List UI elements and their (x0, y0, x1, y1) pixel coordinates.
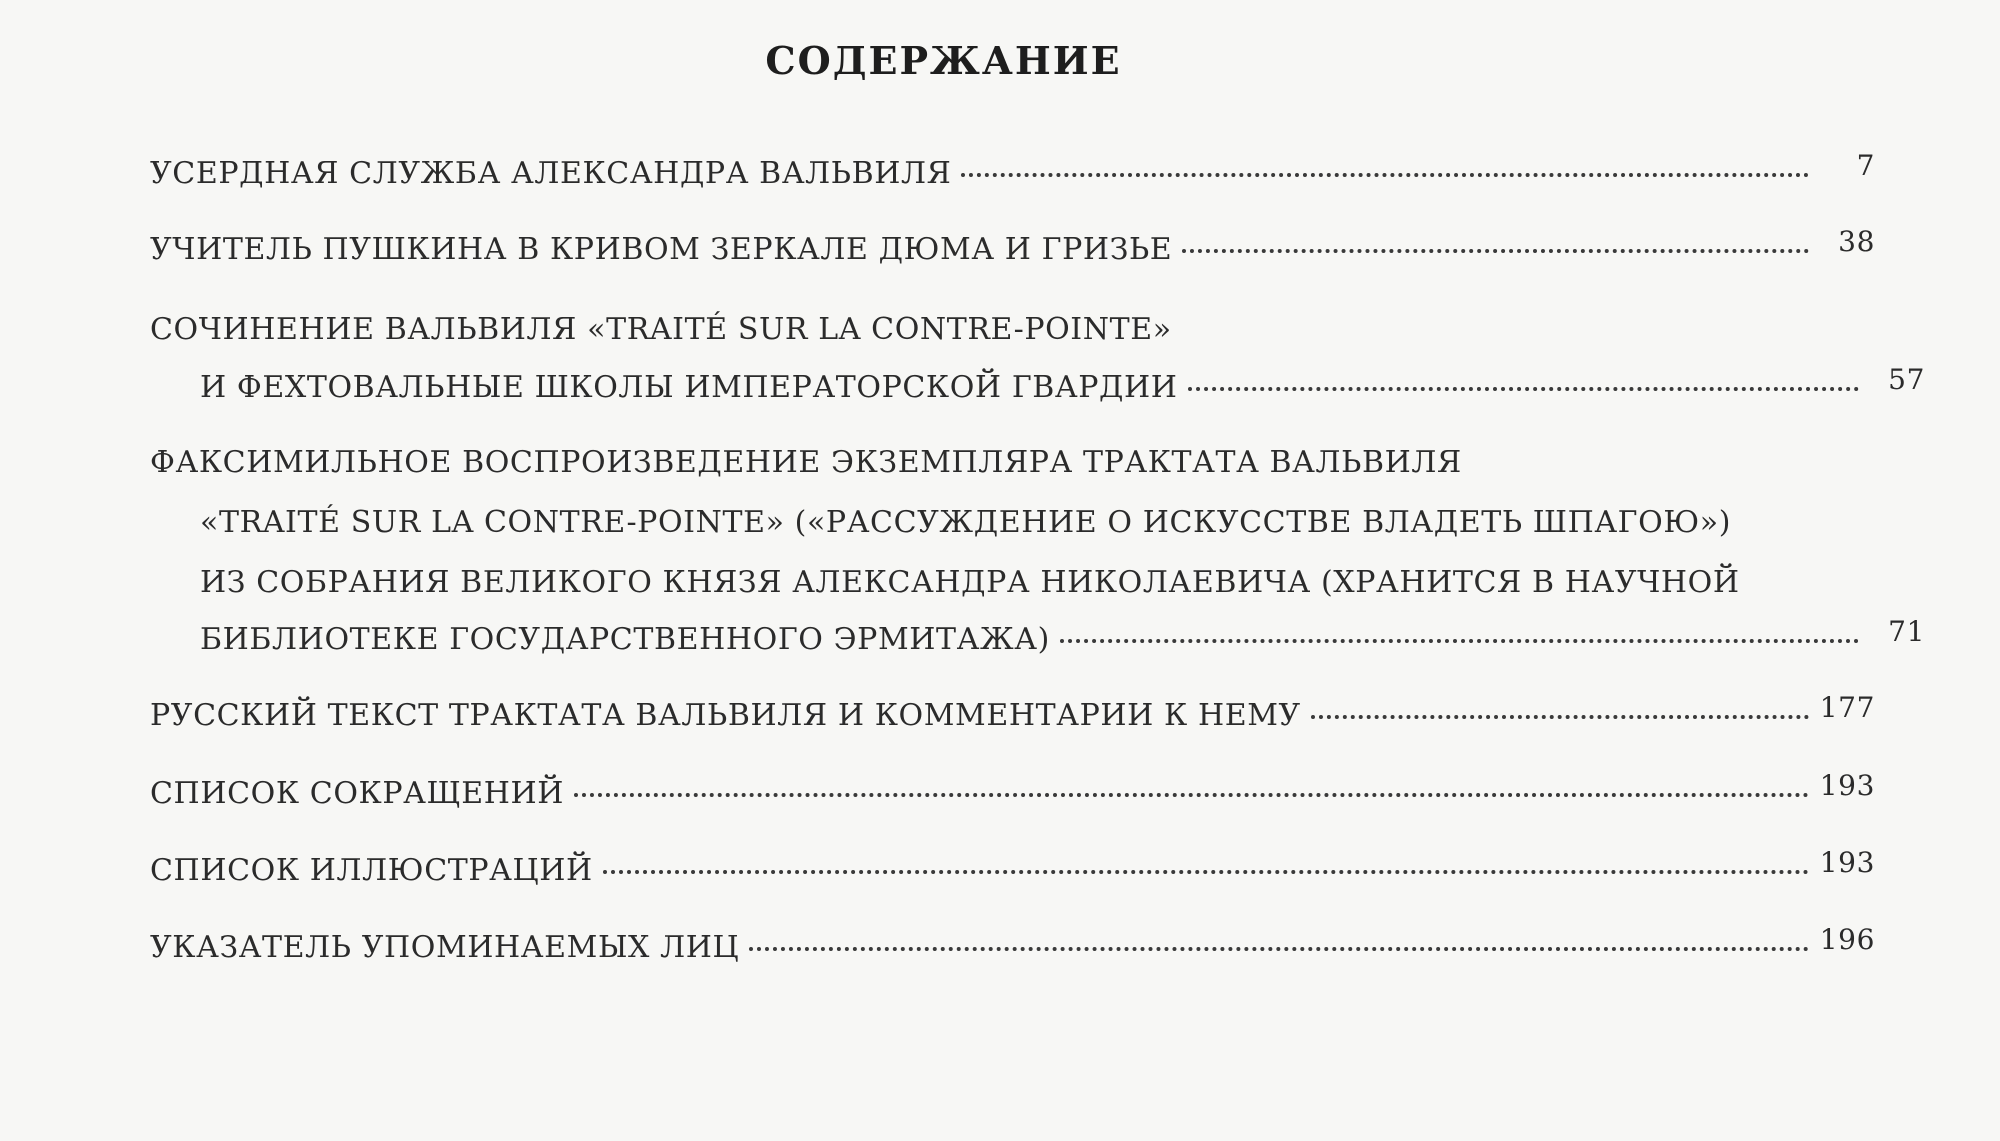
toc-entry-page: 193 (1819, 846, 1875, 879)
dot-leader (1060, 639, 1859, 643)
toc-entry-page: 193 (1819, 769, 1875, 802)
toc-entry-continuation[interactable] (0, 505, 1925, 555)
toc-entry-continuation[interactable] (0, 565, 1925, 615)
toc-entry[interactable] (0, 691, 1875, 748)
toc-entry-page: 57 (1888, 363, 1925, 396)
dot-leader (1311, 715, 1809, 719)
toc-entry[interactable] (0, 312, 1875, 362)
toc-entry-title: УЧИТЕЛЬ ПУШКИНА В КРИВОМ ЗЕРКАЛЕ ДЮМА И ГРИЗЬЕ (150, 232, 1173, 267)
toc-entry-title: УСЕРДНАЯ СЛУЖБА АЛЕКСАНДРА ВАЛЬВИЛЯ (150, 156, 952, 191)
toc-entry[interactable] (0, 769, 1875, 826)
toc-entry-title: СОЧИНЕНИЕ ВАЛЬВИЛЯ «TRAITÉ SUR LA CONTRE-POINTE» (150, 312, 1172, 347)
toc-entry-page: 196 (1819, 923, 1875, 956)
toc-entry[interactable] (0, 225, 1875, 282)
toc-entry-title: РУССКИЙ ТЕКСТ ТРАКТАТА ВАЛЬВИЛЯ И КОММЕНТАРИИ К НЕМУ (150, 698, 1301, 733)
toc-entry[interactable] (0, 923, 1875, 980)
toc-entry-title: БИБЛИОТЕКЕ ГОСУДАРСТВЕННОГО ЭРМИТАЖА) (200, 622, 1050, 657)
toc-entry-page: 38 (1838, 225, 1875, 258)
toc-entry-page: 71 (1888, 615, 1925, 648)
dot-leader (961, 173, 1809, 177)
toc-entry-title: СПИСОК СОКРАЩЕНИЙ (150, 776, 565, 811)
dot-leader (1182, 249, 1809, 253)
toc-entry-title: И ФЕХТОВАЛЬНЫЕ ШКОЛЫ ИМПЕРАТОРСКОЙ ГВАРДИИ (200, 370, 1178, 405)
dot-leader (749, 947, 1809, 951)
toc-entry-title: «TRAITÉ SUR LA CONTRE-POINTE» («РАССУЖДЕНИЕ О ИСКУССТВЕ ВЛАДЕТЬ ШПАГОЮ») (200, 505, 1731, 540)
dot-leader (1188, 387, 1859, 391)
toc-entry-page: 177 (1819, 691, 1875, 724)
toc-entry-continuation[interactable] (0, 363, 1925, 420)
toc-entry-title: УКАЗАТЕЛЬ УПОМИНАЕМЫХ ЛИЦ (150, 930, 740, 965)
toc-entry-title: ФАКСИМИЛЬНОЕ ВОСПРОИЗВЕДЕНИЕ ЭКЗЕМПЛЯРА ТРАКТАТА ВАЛЬВИЛЯ (150, 445, 1462, 480)
toc-entry[interactable] (0, 149, 1875, 206)
dot-leader (574, 793, 1809, 797)
page-title: СОДЕРЖАНИЕ (765, 38, 1122, 83)
dot-leader (603, 870, 1809, 874)
toc-entry-title: ИЗ СОБРАНИЯ ВЕЛИКОГО КНЯЗЯ АЛЕКСАНДРА НИКОЛАЕВИЧА (ХРАНИТСЯ В НАУЧНОЙ (200, 565, 1740, 600)
toc-entry-continuation[interactable] (0, 615, 1925, 672)
toc-entry-page: 7 (1856, 149, 1875, 182)
toc-entry[interactable] (0, 445, 1875, 495)
toc-entry-title: СПИСОК ИЛЛЮСТРАЦИЙ (150, 853, 593, 888)
toc-entry[interactable] (0, 846, 1875, 903)
